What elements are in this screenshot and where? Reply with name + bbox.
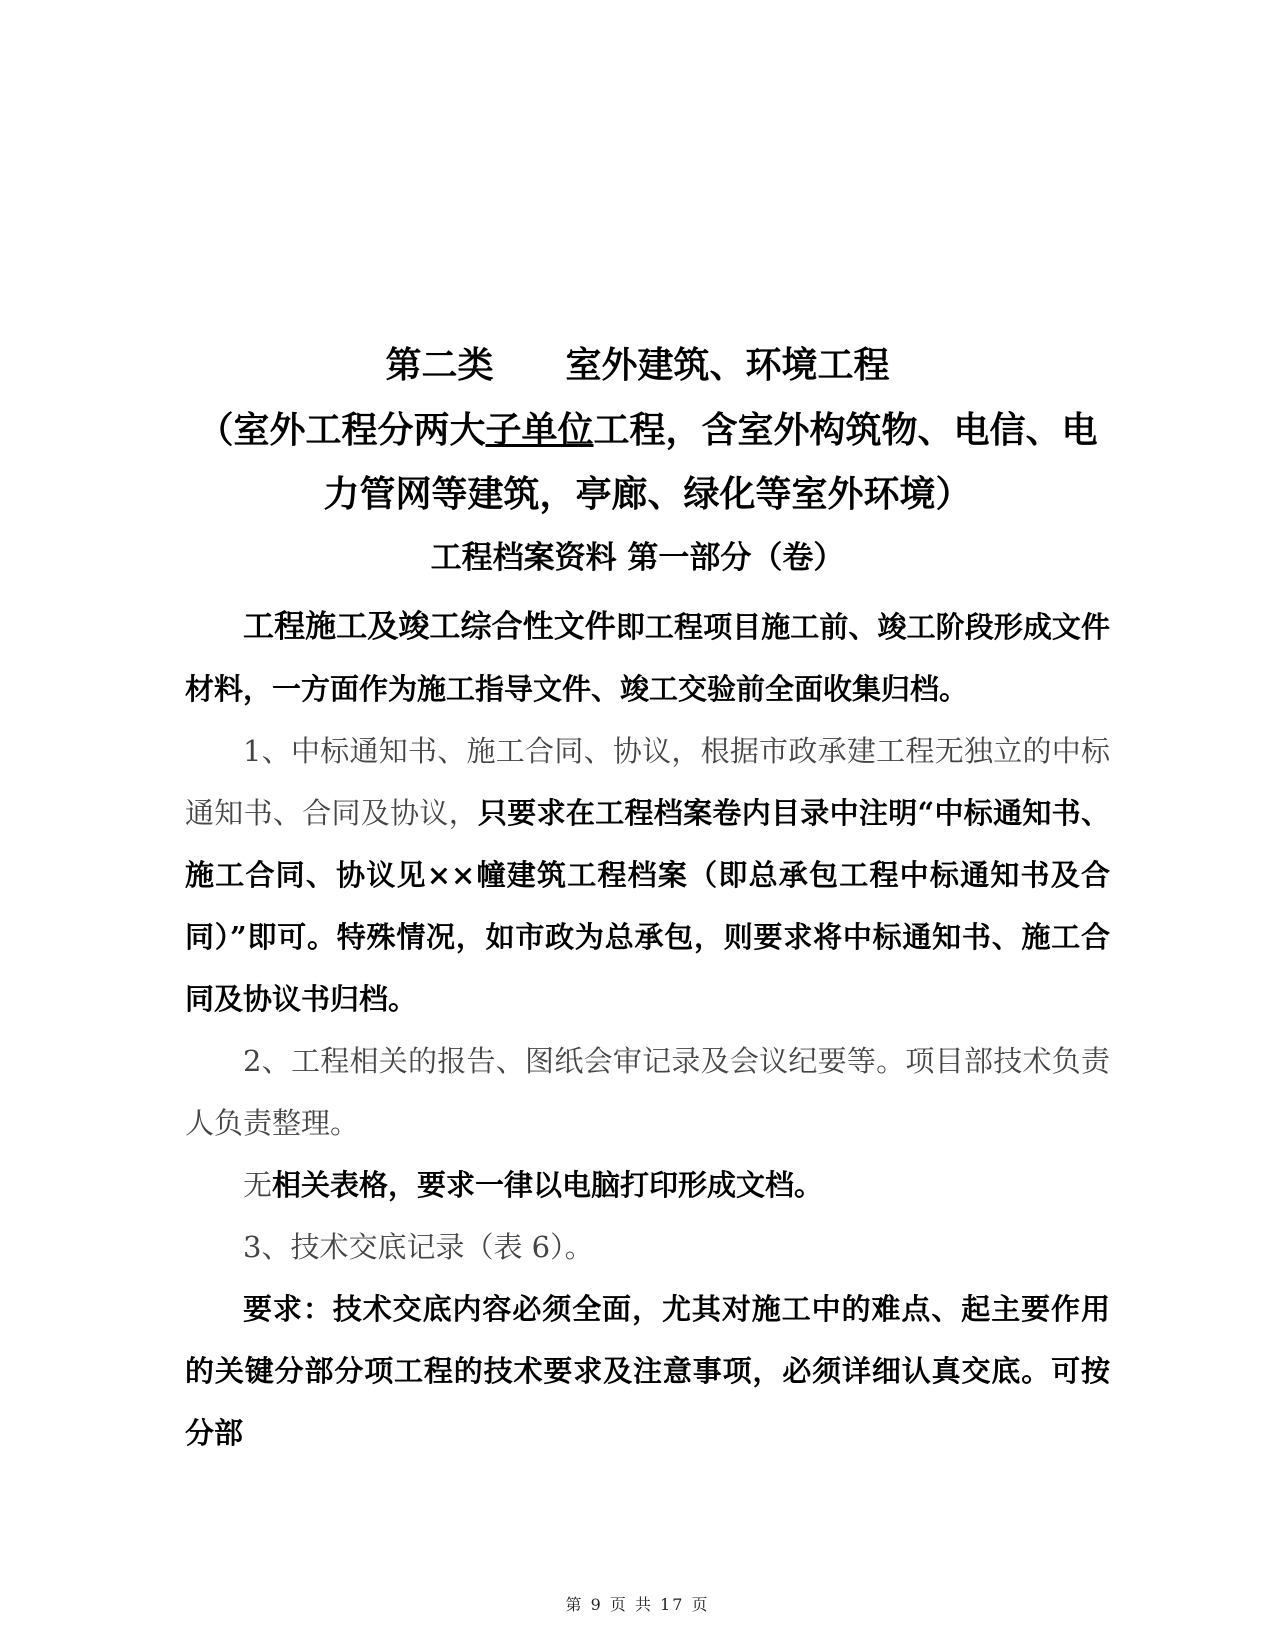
note-bold: 相关表格，要求一律以电脑打印形成文档。 xyxy=(272,1168,824,1202)
document-title: 第二类 室外建筑、环境工程 xyxy=(385,344,890,386)
page-number: 第 9 页 共 17 页 xyxy=(565,1595,710,1614)
document-body xyxy=(185,596,1110,1464)
item-1-text: 1、中标通知书、施工合同、协议，根据市政承建工程无独立的中标通知书、合同及协议， xyxy=(185,734,1110,830)
note-plain: 无 xyxy=(243,1168,273,1202)
note-paragraph xyxy=(185,1154,1110,1216)
intro-text: 即工程项目施工前、竣工阶段形成文件材料，一方面作为施工指导文件、竣工交验前全面收集归档。 xyxy=(185,610,1110,706)
heading-block xyxy=(0,340,1275,576)
intro-bold-lead: 工程施工及竣工综合性文件 xyxy=(243,609,616,645)
document-subtitle xyxy=(185,398,1110,526)
requirement-label: 要求： xyxy=(243,1292,333,1326)
requirement-paragraph xyxy=(185,1278,1110,1464)
item-2-paragraph: 2、工程相关的报告、图纸会审记录及会议纪要等。项目部技术负责人负责整理。 xyxy=(185,1044,1110,1140)
item-3-paragraph: 3、技术交底记录（表 6）。 xyxy=(243,1230,594,1264)
subtitle-underlined: 子单位 xyxy=(485,409,594,451)
item-1-bold: 只要求在工程档案卷内目录中注明“中标通知书、施工合同、协议见××幢建筑工程档案（即总承包工程中标通知书及合同）”即可。特殊情况，如市政为总承包，则要求将中标通知书、施工合同及协议书归档。 xyxy=(185,796,1110,1016)
item-1-paragraph xyxy=(185,720,1110,1030)
requirement-text: 技术交底内容必须全面，尤其对施工中的难点、起主要作用的关键分部分项工程的技术要求及注意事项，必须详细认真交底。可按分部 xyxy=(185,1292,1110,1450)
section-title: 工程档案资料 第一部分（卷） xyxy=(430,540,845,576)
intro-paragraph xyxy=(185,596,1110,720)
subtitle-rest: 工程，含室外构筑物、电信、电力管网等建筑，亭廊、绿化等室外环境） xyxy=(323,409,1098,515)
subtitle-prefix: （室外工程分两大 xyxy=(197,409,486,451)
